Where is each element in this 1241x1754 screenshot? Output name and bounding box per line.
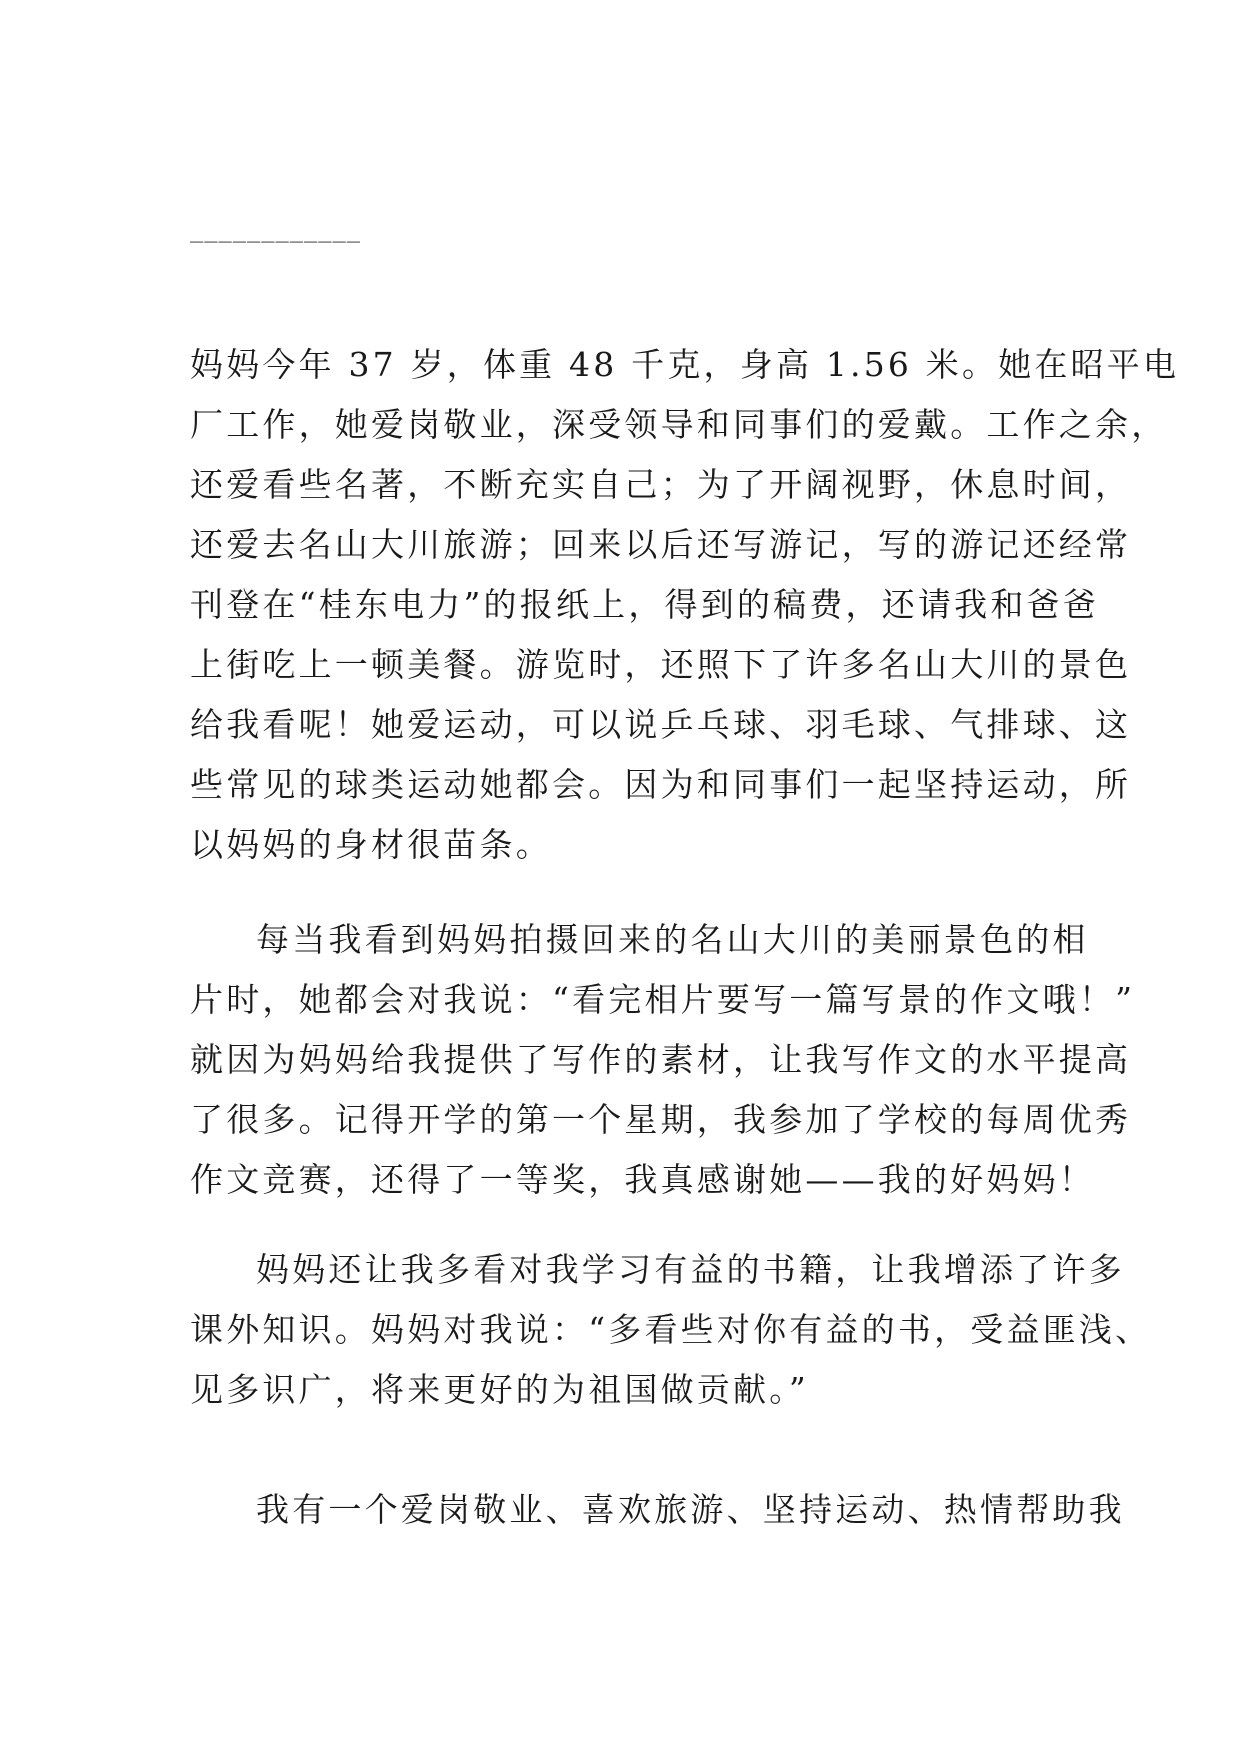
text-line: 作文竞赛，还得了一等奖，我真感谢她——我的好妈妈！: [190, 1160, 1095, 1199]
text-line: 课外知识。妈妈对我说：“多看些对你有益的书，受益匪浅、: [190, 1310, 1152, 1349]
text-line: 还爱看些名著，不断充实自己；为了开阔视野，休息时间，: [190, 465, 1132, 504]
paragraph-2: [190, 910, 1136, 1210]
text-line: 就因为妈妈给我提供了写作的素材，让我写作文的水平提高: [190, 1040, 1132, 1079]
paragraph-3: [190, 1240, 1152, 1420]
paragraph-4: [190, 1480, 1125, 1540]
text-line: 刊登在“桂东电力”的报纸上，得到的稿费，还请我和爸爸: [190, 585, 1099, 624]
text-line: 妈妈今年 37 岁，体重 48 千克，身高 1.56 米。她在昭平电: [190, 345, 1180, 384]
text-line: 还爱去名山大川旅游；回来以后还写游记，写的游记还经常: [190, 525, 1132, 564]
text-line: 厂工作，她爱岗敬业，深受领导和同事们的爱戴。工作之余，: [190, 405, 1168, 444]
text-line: 些常见的球类运动她都会。因为和同事们一起坚持运动，所: [190, 765, 1132, 804]
text-line: 我有一个爱岗敬业、喜欢旅游、坚持运动、热情帮助我: [256, 1490, 1125, 1529]
text-line: 以妈妈的身材很苗条。: [190, 825, 552, 864]
text-line: 了很多。记得开学的第一个星期，我参加了学校的每周优秀: [190, 1100, 1132, 1139]
text-line: 片时，她都会对我说：“看完相片要写一篇写景的作文哦！”: [190, 980, 1136, 1019]
text-line: 妈妈还让我多看对我学习有益的书籍，让我增添了许多: [256, 1250, 1125, 1289]
paragraph-1: [190, 335, 1180, 875]
text-line: 上街吃上一顿美餐。游览时，还照下了许多名山大川的景色: [190, 645, 1132, 684]
text-line: 见多识广，将来更好的为祖国做贡献。”: [190, 1370, 809, 1409]
text-line: 每当我看到妈妈拍摄回来的名山大川的美丽景色的相: [256, 920, 1089, 959]
text-line: 给我看呢！她爱运动，可以说乒乓球、羽毛球、气排球、这: [190, 705, 1132, 744]
separator-line: ____________: [190, 218, 361, 243]
